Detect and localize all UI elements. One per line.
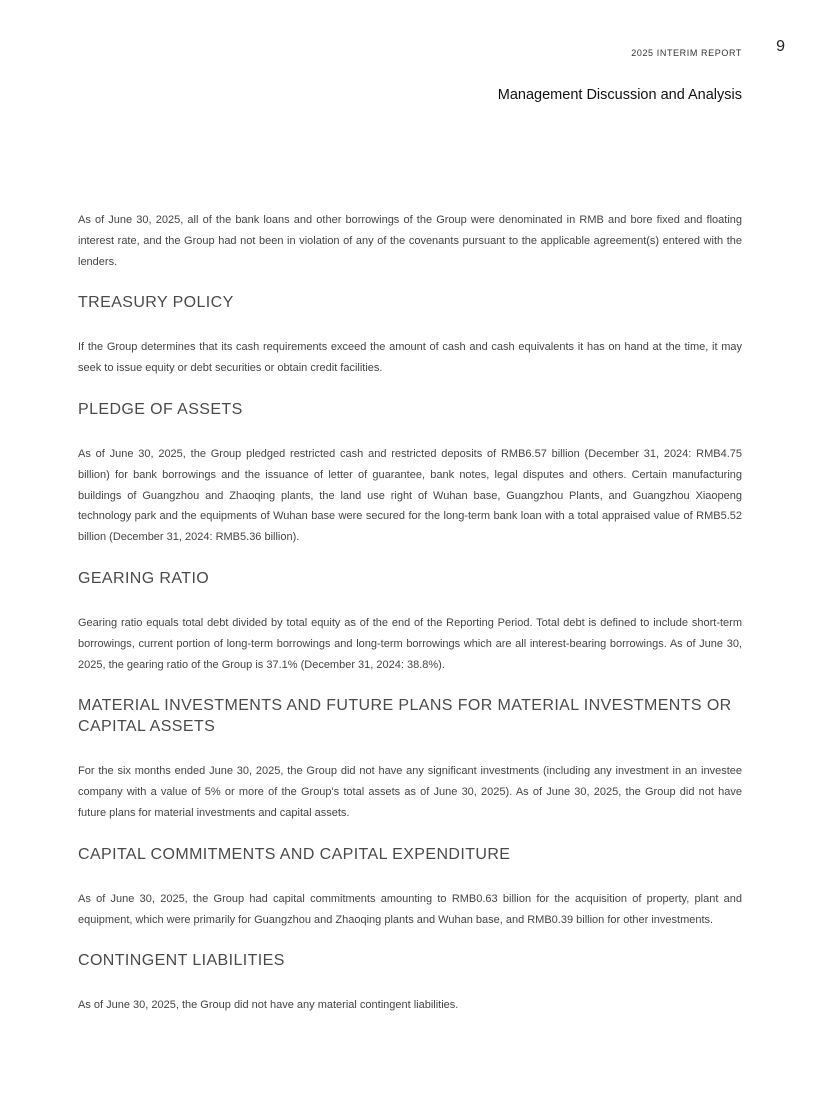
treasury-policy-heading: TREASURY POLICY xyxy=(78,294,234,312)
pledge-of-assets-heading: PLEDGE OF ASSETS xyxy=(78,400,243,418)
intro-paragraph: As of June 30, 2025, all of the bank loans and other borrowings of the Group were denominated in RMB and bore fixed and floating interest rate, and the Group had not been in violation of any of the covenants pursuant to the applicable agreement(s) entered with the lenders. xyxy=(78,214,742,268)
pledge-of-assets-paragraph: As of June 30, 2025, the Group pledged restricted cash and restricted deposits of RMB6.57 billion (December 31, 2024: RMB4.75 billion) for bank borrowings and the issuance of letter of guarantee, bank notes, legal disputes and others. Certain manufacturing buildings of Guangzhou and Zhaoqing plants, the land use right of Wuhan base, Guangzhou Plants, and Guangzhou Xiaopeng technology park and the equipments of Wuhan base were secured for the long-term bank loan with a total appraised value of RMB5.52 billion (December 31, 2024: RMB5.36 billion). xyxy=(78,447,742,544)
contingent-liabilities-paragraph: As of June 30, 2025, the Group did not have any material contingent liabilities. xyxy=(78,999,459,1012)
material-investments-paragraph: For the six months ended June 30, 2025, the Group did not have any significant investments (including any investment in an investee company with a value of 5% or more of the Group's total assets as of June 30, 2025). As of June 30, 2025, the Group did not have future plans for material investments and capital assets. xyxy=(78,765,742,819)
gearing-ratio-heading: GEARING RATIO xyxy=(78,569,210,587)
document-body xyxy=(78,210,742,1016)
treasury-policy-paragraph: If the Group determines that its cash requirements exceed the amount of cash and cash equivalents it has on hand at the time, it may seek to issue equity or debt securities or obtain credit facilities. xyxy=(78,341,742,375)
gearing-ratio-paragraph: Gearing ratio equals total debt divided by total equity as of the end of the Reporting Period. Total debt is defined to include short-term borrowings, current portion of long-term borrowings and long-term borrowings which are all interest-bearing borrowings. As of June 30, 2025, the gearing ratio of the Group is 37.1% (December 31, 2024: 38.8%). xyxy=(78,616,742,671)
page-number: 9 xyxy=(776,38,785,55)
contingent-liabilities-heading: CONTINGENT LIABILITIES xyxy=(78,952,285,970)
report-label: 2025 INTERIM REPORT xyxy=(631,48,742,58)
section-title: Management Discussion and Analysis xyxy=(497,87,742,103)
material-investments-heading: MATERIAL INVESTMENTS AND FUTURE PLANS FOR MATERIAL INVESTMENTS OR CAPITAL ASSETS xyxy=(78,697,732,736)
capital-commitments-heading: CAPITAL COMMITMENTS AND CAPITAL EXPENDITURE xyxy=(78,845,511,863)
capital-commitments-paragraph: As of June 30, 2025, the Group had capital commitments amounting to RMB0.63 billion for the acquisition of property, plant and equipment, which were primarily for Guangzhou and Zhaoqing plants and Wuhan base, and RMB0.39 billion for other investments. xyxy=(78,892,742,926)
